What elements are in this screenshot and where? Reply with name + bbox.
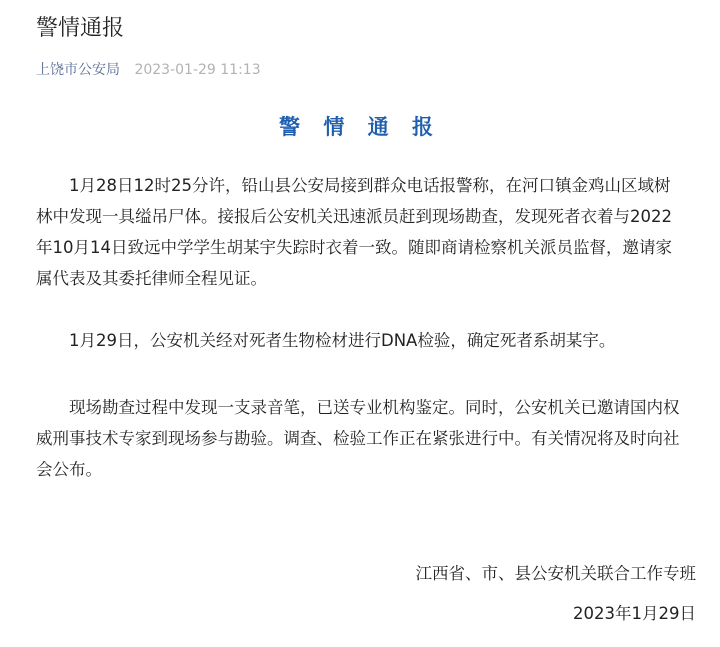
- notice-paragraph-1: 1月28日12时25分许，铅山县公安局接到群众电话报警称，在河口镇金鸡山区域树林中发现一具缢吊尸体。接报后公安机关迅速派员赶到现场勘查，发现死者衣着与2022年10月14日致远中学学生胡某宇失踪时衣着一致。随即商请检察机关派员监督，邀请家属代表及其委托律师全程见证。: [36, 176, 672, 288]
- article-meta: [36, 60, 261, 80]
- publish-date: 2023-01-29 11:13: [134, 62, 261, 78]
- notice-paragraph-2: 1月29日，公安机关经对死者生物检材进行DNA检验，确定死者系胡某宇。: [69, 331, 616, 350]
- signature-department: 江西省、市、县公安机关联合工作专班: [415, 564, 696, 583]
- notice-paragraph-3: 现场勘查过程中发现一支录音笔，已送专业机构鉴定。同时，公安机关已邀请国内权威刑事技术专家到现场参与勘验。调查、检验工作正在紧张进行中。有关情况将及时向社会公布。: [36, 398, 680, 479]
- author-link[interactable]: 上饶市公安局: [36, 62, 120, 78]
- article-title: 警情通报: [36, 16, 125, 41]
- notice-heading: 警 情 通 报: [279, 115, 441, 139]
- signature-date: 2023年1月29日: [573, 604, 696, 623]
